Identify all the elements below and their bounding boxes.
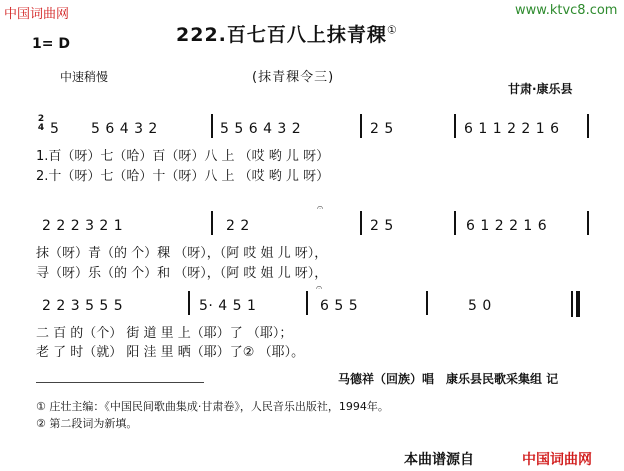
tempo-marking: 中速稍慢 <box>60 70 109 84</box>
barline <box>360 211 362 235</box>
key-signature: 1= D <box>32 36 70 52</box>
lyric-line-1: 抹（呀）青（的 个）稞 （呀），（阿 哎 姐 儿 呀）， <box>36 246 328 261</box>
notation-segment: 2 5 <box>370 218 394 234</box>
final-barline-thick <box>576 291 580 317</box>
song-title-text: 222.百七百八上抹青稞 <box>176 24 387 46</box>
notation-segment: 6 1 1 2 2 1 6 <box>464 121 560 137</box>
footnote-1: ① 庄壮主编：《中国民间歌曲集成·甘肃卷》，人民音乐出版社，1994年。 <box>36 400 389 413</box>
barline <box>360 114 362 138</box>
notation-segment: 2 5 <box>370 121 394 137</box>
notation-segment: 5 0 <box>468 298 492 314</box>
notation-segment: 5· 4 5 1 <box>199 298 257 314</box>
notation-segment: 2 2 2 3 2 1 <box>42 218 124 234</box>
song-title <box>176 20 398 47</box>
notation-segment: 5 <box>50 121 60 137</box>
notation-segment: 2 2 3 5 5 5 <box>42 298 124 314</box>
notation-segment: 2 2 <box>226 218 250 234</box>
watermark-right: www.ktvc8.com <box>515 3 618 18</box>
notation-segment: 6 1 2 2 1 6 <box>466 218 548 234</box>
lyric-line-1: 1.百（呀）七（哈）百（呀）八 上 （哎 哟 儿 呀） <box>36 149 330 164</box>
title-footnote-mark: ① <box>386 23 398 37</box>
time-signature-bottom: 4 <box>37 123 45 133</box>
barline <box>426 291 428 315</box>
barline <box>306 291 308 315</box>
source-site: 中国词曲网 <box>522 452 592 468</box>
notation-segment: 6 5 5 <box>320 298 359 314</box>
footnote-2: ② 第二段词为新填。 <box>36 417 138 430</box>
fermata-icon: 𝄐 <box>317 201 324 214</box>
barline <box>587 114 589 138</box>
footnote-divider <box>36 382 204 383</box>
barline <box>454 211 456 235</box>
notation-segment: 5 6 4 3 2 <box>91 121 158 137</box>
region-label: 甘肃·康乐县 <box>508 82 573 96</box>
barline <box>211 114 213 138</box>
notation-segment: 5 5 6 4 3 2 <box>220 121 302 137</box>
lyric-line-1: 二 百 的（个） 街 道 里 上（耶）了 （耶）； <box>36 326 293 341</box>
lyric-line-2: 老 了 时（就） 阳 洼 里 晒（耶）了② （耶）。 <box>36 345 305 360</box>
song-subtitle: (抹青稞令三) <box>252 70 335 85</box>
watermark-left: 中国词曲网 <box>4 7 70 22</box>
barline <box>188 291 190 315</box>
final-barline-thin <box>571 291 573 317</box>
fermata-icon: 𝄐 <box>316 281 323 294</box>
lyric-line-2: 2.十（呀）七（哈）十（呀）八 上 （哎 哟 儿 呀） <box>36 169 330 184</box>
barline <box>454 114 456 138</box>
source-label: 本曲谱源自 <box>404 452 474 468</box>
performer-credit: 马德祥（回族）唱 康乐县民歌采集组 记 <box>338 372 559 386</box>
barline <box>587 211 589 235</box>
time-signature-top: 2 <box>37 114 45 124</box>
barline <box>211 211 213 235</box>
lyric-line-2: 寻（呀）乐（的 个）和 （呀），（阿 哎 姐 儿 呀）， <box>36 266 328 281</box>
